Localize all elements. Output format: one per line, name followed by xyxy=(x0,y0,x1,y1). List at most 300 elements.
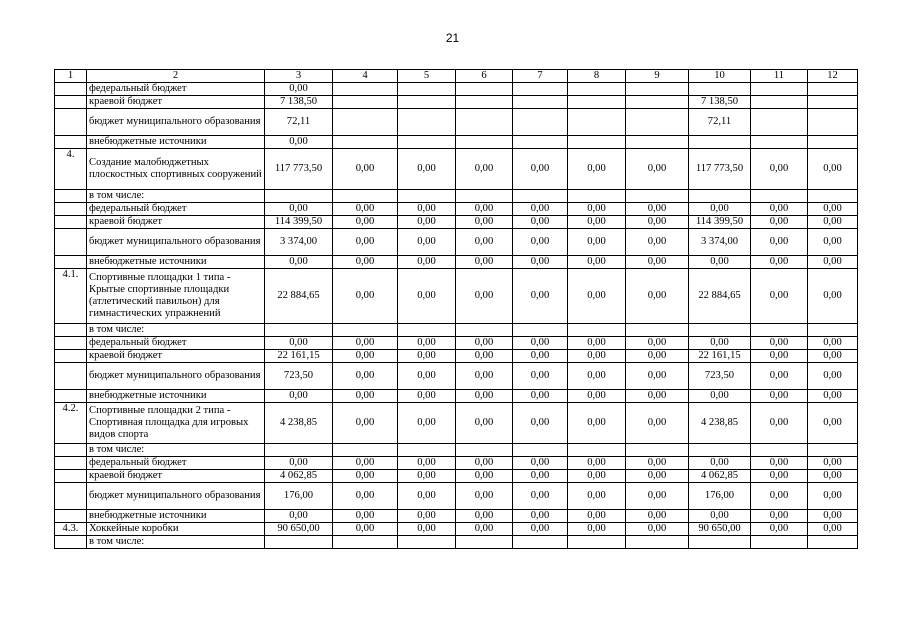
amount-cell: 72,11 xyxy=(265,109,333,136)
amount-cell xyxy=(689,83,751,96)
amount-cell: 0,00 xyxy=(808,350,858,363)
item-name-cell: федеральный бюджет xyxy=(87,457,265,470)
amount-cell xyxy=(568,536,626,549)
amount-cell: 0,00 xyxy=(689,337,751,350)
table-row xyxy=(55,109,858,136)
amount-cell: 22 884,65 xyxy=(689,269,751,324)
amount-cell: 90 650,00 xyxy=(689,523,751,536)
amount-cell xyxy=(808,109,858,136)
amount-cell: 0,00 xyxy=(751,149,808,190)
amount-cell xyxy=(808,83,858,96)
table-body xyxy=(55,70,858,549)
amount-cell: 0,00 xyxy=(513,203,568,216)
amount-cell: 4 238,85 xyxy=(265,403,333,444)
amount-cell: 7 138,50 xyxy=(265,96,333,109)
amount-cell xyxy=(333,83,398,96)
amount-cell: 0,00 xyxy=(568,510,626,523)
amount-cell: 0,00 xyxy=(751,470,808,483)
amount-cell: 0,00 xyxy=(456,363,513,390)
amount-cell: 0,00 xyxy=(333,483,398,510)
table-row xyxy=(55,96,858,109)
amount-cell: 0,00 xyxy=(751,483,808,510)
item-name-cell: бюджет муниципального образования xyxy=(87,483,265,510)
item-number-cell xyxy=(55,83,87,96)
amount-cell: 0,00 xyxy=(751,390,808,403)
amount-cell: 0,00 xyxy=(751,337,808,350)
table-row xyxy=(55,390,858,403)
amount-cell xyxy=(626,109,689,136)
amount-cell xyxy=(265,190,333,203)
amount-cell xyxy=(808,136,858,149)
table-row xyxy=(55,470,858,483)
amount-cell: 0,00 xyxy=(456,256,513,269)
amount-cell: 0,00 xyxy=(456,203,513,216)
amount-cell xyxy=(513,444,568,457)
amount-cell: 0,00 xyxy=(751,256,808,269)
amount-cell: 0,00 xyxy=(456,337,513,350)
amount-cell: 0,00 xyxy=(626,269,689,324)
amount-cell: 0,00 xyxy=(456,510,513,523)
amount-cell: 0,00 xyxy=(398,510,456,523)
amount-cell xyxy=(265,324,333,337)
column-number-cell: 3 xyxy=(265,70,333,83)
amount-cell: 0,00 xyxy=(265,457,333,470)
amount-cell: 0,00 xyxy=(333,363,398,390)
item-number-cell xyxy=(55,510,87,523)
amount-cell: 0,00 xyxy=(568,403,626,444)
table-row xyxy=(55,190,858,203)
column-number-cell: 7 xyxy=(513,70,568,83)
amount-cell xyxy=(265,536,333,549)
amount-cell: 0,00 xyxy=(568,470,626,483)
item-name-cell: Создание малобюджетных плоскостных спортивных сооружений xyxy=(87,149,265,190)
amount-cell: 0,00 xyxy=(456,390,513,403)
column-number-cell: 2 xyxy=(87,70,265,83)
amount-cell: 0,00 xyxy=(333,350,398,363)
amount-cell: 0,00 xyxy=(626,337,689,350)
item-name-cell: федеральный бюджет xyxy=(87,83,265,96)
item-number-cell xyxy=(55,190,87,203)
column-number-cell: 10 xyxy=(689,70,751,83)
item-name-cell: краевой бюджет xyxy=(87,350,265,363)
amount-cell xyxy=(689,324,751,337)
amount-cell: 0,00 xyxy=(398,256,456,269)
item-name-cell: внебюджетные источники xyxy=(87,136,265,149)
table-row xyxy=(55,324,858,337)
amount-cell: 0,00 xyxy=(456,470,513,483)
amount-cell xyxy=(456,190,513,203)
amount-cell: 0,00 xyxy=(456,229,513,256)
amount-cell xyxy=(398,190,456,203)
amount-cell: 0,00 xyxy=(398,457,456,470)
amount-cell: 0,00 xyxy=(513,510,568,523)
amount-cell xyxy=(333,136,398,149)
amount-cell xyxy=(626,136,689,149)
amount-cell xyxy=(333,536,398,549)
amount-cell: 4 062,85 xyxy=(265,470,333,483)
column-number-cell: 6 xyxy=(456,70,513,83)
amount-cell: 0,00 xyxy=(398,337,456,350)
amount-cell: 0,00 xyxy=(398,203,456,216)
amount-cell: 0,00 xyxy=(456,483,513,510)
amount-cell xyxy=(456,109,513,136)
amount-cell: 0,00 xyxy=(626,483,689,510)
amount-cell: 0,00 xyxy=(513,457,568,470)
amount-cell: 0,00 xyxy=(808,216,858,229)
amount-cell: 0,00 xyxy=(568,390,626,403)
item-number-cell: 4.2. xyxy=(55,403,87,444)
amount-cell: 0,00 xyxy=(265,256,333,269)
amount-cell: 0,00 xyxy=(513,483,568,510)
amount-cell: 0,00 xyxy=(626,256,689,269)
amount-cell: 0,00 xyxy=(751,229,808,256)
amount-cell: 0,00 xyxy=(398,350,456,363)
amount-cell: 0,00 xyxy=(626,350,689,363)
amount-cell: 0,00 xyxy=(398,390,456,403)
amount-cell: 0,00 xyxy=(513,337,568,350)
amount-cell: 0,00 xyxy=(333,390,398,403)
item-name-cell: краевой бюджет xyxy=(87,96,265,109)
item-name-cell: в том числе: xyxy=(87,444,265,457)
amount-cell: 0,00 xyxy=(513,363,568,390)
amount-cell: 0,00 xyxy=(398,403,456,444)
item-name-cell: внебюджетные источники xyxy=(87,256,265,269)
amount-cell: 0,00 xyxy=(513,390,568,403)
amount-cell: 0,00 xyxy=(689,256,751,269)
amount-cell xyxy=(333,444,398,457)
amount-cell xyxy=(513,324,568,337)
amount-cell: 0,00 xyxy=(568,269,626,324)
item-name-cell: Спортивные площадки 1 типа - Крытые спортивные площадки (атлетический павильон) для гимнастических упражнений xyxy=(87,269,265,324)
amount-cell xyxy=(751,96,808,109)
item-name-cell: бюджет муниципального образования xyxy=(87,363,265,390)
amount-cell: 0,00 xyxy=(333,149,398,190)
amount-cell: 0,00 xyxy=(398,216,456,229)
amount-cell: 0,00 xyxy=(513,523,568,536)
amount-cell xyxy=(568,190,626,203)
column-number-cell: 9 xyxy=(626,70,689,83)
amount-cell: 0,00 xyxy=(626,457,689,470)
amount-cell: 0,00 xyxy=(626,390,689,403)
amount-cell xyxy=(751,136,808,149)
amount-cell: 22 884,65 xyxy=(265,269,333,324)
item-number-cell: 4. xyxy=(55,149,87,190)
item-number-cell xyxy=(55,216,87,229)
amount-cell: 0,00 xyxy=(513,229,568,256)
amount-cell xyxy=(568,324,626,337)
item-name-cell: внебюджетные источники xyxy=(87,390,265,403)
amount-cell: 0,00 xyxy=(626,523,689,536)
amount-cell: 0,00 xyxy=(808,256,858,269)
amount-cell: 0,00 xyxy=(751,203,808,216)
amount-cell: 0,00 xyxy=(808,523,858,536)
amount-cell xyxy=(513,96,568,109)
amount-cell: 0,00 xyxy=(568,457,626,470)
item-name-cell: краевой бюджет xyxy=(87,470,265,483)
amount-cell: 0,00 xyxy=(333,510,398,523)
item-name-cell: внебюджетные источники xyxy=(87,510,265,523)
table-row xyxy=(55,536,858,549)
amount-cell: 0,00 xyxy=(626,229,689,256)
item-number-cell xyxy=(55,324,87,337)
item-name-cell: бюджет муниципального образования xyxy=(87,229,265,256)
table-row xyxy=(55,444,858,457)
item-name-cell: федеральный бюджет xyxy=(87,203,265,216)
amount-cell xyxy=(513,83,568,96)
amount-cell xyxy=(751,190,808,203)
amount-cell xyxy=(751,83,808,96)
amount-cell: 0,00 xyxy=(568,483,626,510)
amount-cell: 0,00 xyxy=(568,216,626,229)
amount-cell xyxy=(751,444,808,457)
amount-cell: 7 138,50 xyxy=(689,96,751,109)
item-number-cell xyxy=(55,536,87,549)
amount-cell: 0,00 xyxy=(751,269,808,324)
amount-cell xyxy=(626,536,689,549)
amount-cell: 0,00 xyxy=(568,337,626,350)
amount-cell xyxy=(751,324,808,337)
item-number-cell: 4.1. xyxy=(55,269,87,324)
item-number-cell xyxy=(55,363,87,390)
amount-cell xyxy=(333,96,398,109)
amount-cell: 0,00 xyxy=(808,149,858,190)
amount-cell: 0,00 xyxy=(333,403,398,444)
amount-cell: 0,00 xyxy=(333,337,398,350)
amount-cell: 0,00 xyxy=(626,403,689,444)
item-name-cell: Спортивные площадки 2 типа - Спортивная площадка для игровых видов спорта xyxy=(87,403,265,444)
amount-cell xyxy=(398,109,456,136)
table-row xyxy=(55,149,858,190)
amount-cell: 0,00 xyxy=(808,390,858,403)
amount-cell xyxy=(568,109,626,136)
amount-cell: 0,00 xyxy=(333,457,398,470)
amount-cell: 0,00 xyxy=(751,523,808,536)
amount-cell: 0,00 xyxy=(808,363,858,390)
amount-cell xyxy=(265,444,333,457)
amount-cell xyxy=(689,190,751,203)
item-number-cell xyxy=(55,229,87,256)
amount-cell: 0,00 xyxy=(456,216,513,229)
amount-cell: 0,00 xyxy=(689,510,751,523)
amount-cell: 723,50 xyxy=(689,363,751,390)
amount-cell: 0,00 xyxy=(398,269,456,324)
amount-cell: 0,00 xyxy=(456,403,513,444)
amount-cell: 4 238,85 xyxy=(689,403,751,444)
amount-cell: 0,00 xyxy=(456,350,513,363)
amount-cell xyxy=(513,136,568,149)
table-row xyxy=(55,229,858,256)
amount-cell xyxy=(456,136,513,149)
amount-cell: 0,00 xyxy=(398,523,456,536)
amount-cell: 0,00 xyxy=(689,390,751,403)
amount-cell: 0,00 xyxy=(568,363,626,390)
table-row xyxy=(55,403,858,444)
amount-cell xyxy=(808,324,858,337)
column-number-cell: 4 xyxy=(333,70,398,83)
table-row xyxy=(55,256,858,269)
item-number-cell xyxy=(55,390,87,403)
amount-cell xyxy=(808,536,858,549)
amount-cell: 0,00 xyxy=(265,390,333,403)
item-number-cell xyxy=(55,109,87,136)
item-number-cell xyxy=(55,457,87,470)
item-name-cell: краевой бюджет xyxy=(87,216,265,229)
amount-cell: 22 161,15 xyxy=(689,350,751,363)
amount-cell: 0,00 xyxy=(333,229,398,256)
table-row xyxy=(55,269,858,324)
table-row xyxy=(55,203,858,216)
column-number-cell: 8 xyxy=(568,70,626,83)
item-number-cell xyxy=(55,470,87,483)
amount-cell: 0,00 xyxy=(513,149,568,190)
column-number-header-row xyxy=(55,70,858,83)
table-row xyxy=(55,337,858,350)
amount-cell: 0,00 xyxy=(808,337,858,350)
amount-cell: 0,00 xyxy=(456,523,513,536)
amount-cell: 176,00 xyxy=(689,483,751,510)
amount-cell: 0,00 xyxy=(265,83,333,96)
amount-cell: 0,00 xyxy=(808,403,858,444)
page-number: 21 xyxy=(445,31,460,45)
amount-cell: 0,00 xyxy=(398,470,456,483)
amount-cell: 0,00 xyxy=(626,149,689,190)
amount-cell: 0,00 xyxy=(398,363,456,390)
amount-cell xyxy=(751,536,808,549)
table-row xyxy=(55,363,858,390)
amount-cell: 114 399,50 xyxy=(265,216,333,229)
amount-cell: 0,00 xyxy=(689,457,751,470)
amount-cell xyxy=(398,83,456,96)
amount-cell: 22 161,15 xyxy=(265,350,333,363)
amount-cell: 723,50 xyxy=(265,363,333,390)
amount-cell: 0,00 xyxy=(626,363,689,390)
amount-cell: 0,00 xyxy=(333,523,398,536)
amount-cell: 3 374,00 xyxy=(689,229,751,256)
table-row xyxy=(55,510,858,523)
amount-cell: 0,00 xyxy=(808,229,858,256)
amount-cell: 0,00 xyxy=(808,483,858,510)
amount-cell: 0,00 xyxy=(751,457,808,470)
amount-cell xyxy=(456,83,513,96)
column-number-cell: 11 xyxy=(751,70,808,83)
amount-cell: 72,11 xyxy=(689,109,751,136)
amount-cell: 0,00 xyxy=(751,510,808,523)
amount-cell: 0,00 xyxy=(456,457,513,470)
table-row xyxy=(55,457,858,470)
amount-cell xyxy=(626,96,689,109)
amount-cell xyxy=(626,83,689,96)
amount-cell: 0,00 xyxy=(808,269,858,324)
amount-cell: 0,00 xyxy=(333,256,398,269)
amount-cell: 0,00 xyxy=(689,203,751,216)
amount-cell: 117 773,50 xyxy=(689,149,751,190)
amount-cell xyxy=(398,324,456,337)
amount-cell xyxy=(333,324,398,337)
amount-cell xyxy=(568,444,626,457)
column-number-cell: 5 xyxy=(398,70,456,83)
amount-cell xyxy=(689,536,751,549)
amount-cell: 0,00 xyxy=(626,203,689,216)
amount-cell: 0,00 xyxy=(333,203,398,216)
amount-cell xyxy=(689,444,751,457)
amount-cell: 0,00 xyxy=(513,403,568,444)
amount-cell: 176,00 xyxy=(265,483,333,510)
amount-cell: 0,00 xyxy=(398,483,456,510)
amount-cell xyxy=(568,136,626,149)
item-number-cell xyxy=(55,483,87,510)
amount-cell xyxy=(398,536,456,549)
amount-cell xyxy=(333,109,398,136)
budget-table xyxy=(54,69,858,549)
amount-cell: 114 399,50 xyxy=(689,216,751,229)
amount-cell xyxy=(568,83,626,96)
amount-cell xyxy=(456,324,513,337)
amount-cell xyxy=(456,444,513,457)
item-number-cell: 4.3. xyxy=(55,523,87,536)
amount-cell xyxy=(808,96,858,109)
item-name-cell: в том числе: xyxy=(87,324,265,337)
amount-cell xyxy=(808,444,858,457)
amount-cell: 0,00 xyxy=(513,256,568,269)
amount-cell: 0,00 xyxy=(333,216,398,229)
amount-cell: 0,00 xyxy=(265,203,333,216)
amount-cell xyxy=(751,109,808,136)
amount-cell: 0,00 xyxy=(751,403,808,444)
column-number-cell: 12 xyxy=(808,70,858,83)
amount-cell: 0,00 xyxy=(568,149,626,190)
amount-cell: 0,00 xyxy=(568,350,626,363)
amount-cell xyxy=(398,96,456,109)
amount-cell xyxy=(398,444,456,457)
item-name-cell: бюджет муниципального образования xyxy=(87,109,265,136)
amount-cell: 0,00 xyxy=(808,457,858,470)
amount-cell: 0,00 xyxy=(513,470,568,483)
table-row xyxy=(55,350,858,363)
table-row xyxy=(55,216,858,229)
amount-cell: 117 773,50 xyxy=(265,149,333,190)
table-row xyxy=(55,523,858,536)
amount-cell: 0,00 xyxy=(626,510,689,523)
item-number-cell xyxy=(55,444,87,457)
amount-cell: 0,00 xyxy=(808,510,858,523)
amount-cell: 0,00 xyxy=(808,470,858,483)
item-number-cell xyxy=(55,96,87,109)
item-number-cell xyxy=(55,256,87,269)
amount-cell: 0,00 xyxy=(333,470,398,483)
item-name-cell: Хоккейные коробки xyxy=(87,523,265,536)
amount-cell xyxy=(398,136,456,149)
amount-cell: 0,00 xyxy=(513,216,568,229)
amount-cell: 0,00 xyxy=(568,229,626,256)
amount-cell: 0,00 xyxy=(513,269,568,324)
amount-cell: 0,00 xyxy=(456,149,513,190)
amount-cell: 0,00 xyxy=(456,269,513,324)
column-number-cell: 1 xyxy=(55,70,87,83)
amount-cell xyxy=(689,136,751,149)
item-name-cell: в том числе: xyxy=(87,536,265,549)
amount-cell: 0,00 xyxy=(626,216,689,229)
amount-cell xyxy=(626,444,689,457)
amount-cell: 0,00 xyxy=(568,523,626,536)
amount-cell: 0,00 xyxy=(568,256,626,269)
amount-cell xyxy=(808,190,858,203)
amount-cell xyxy=(456,536,513,549)
item-number-cell xyxy=(55,203,87,216)
table-row xyxy=(55,483,858,510)
amount-cell: 0,00 xyxy=(265,510,333,523)
amount-cell: 0,00 xyxy=(265,337,333,350)
amount-cell xyxy=(513,536,568,549)
